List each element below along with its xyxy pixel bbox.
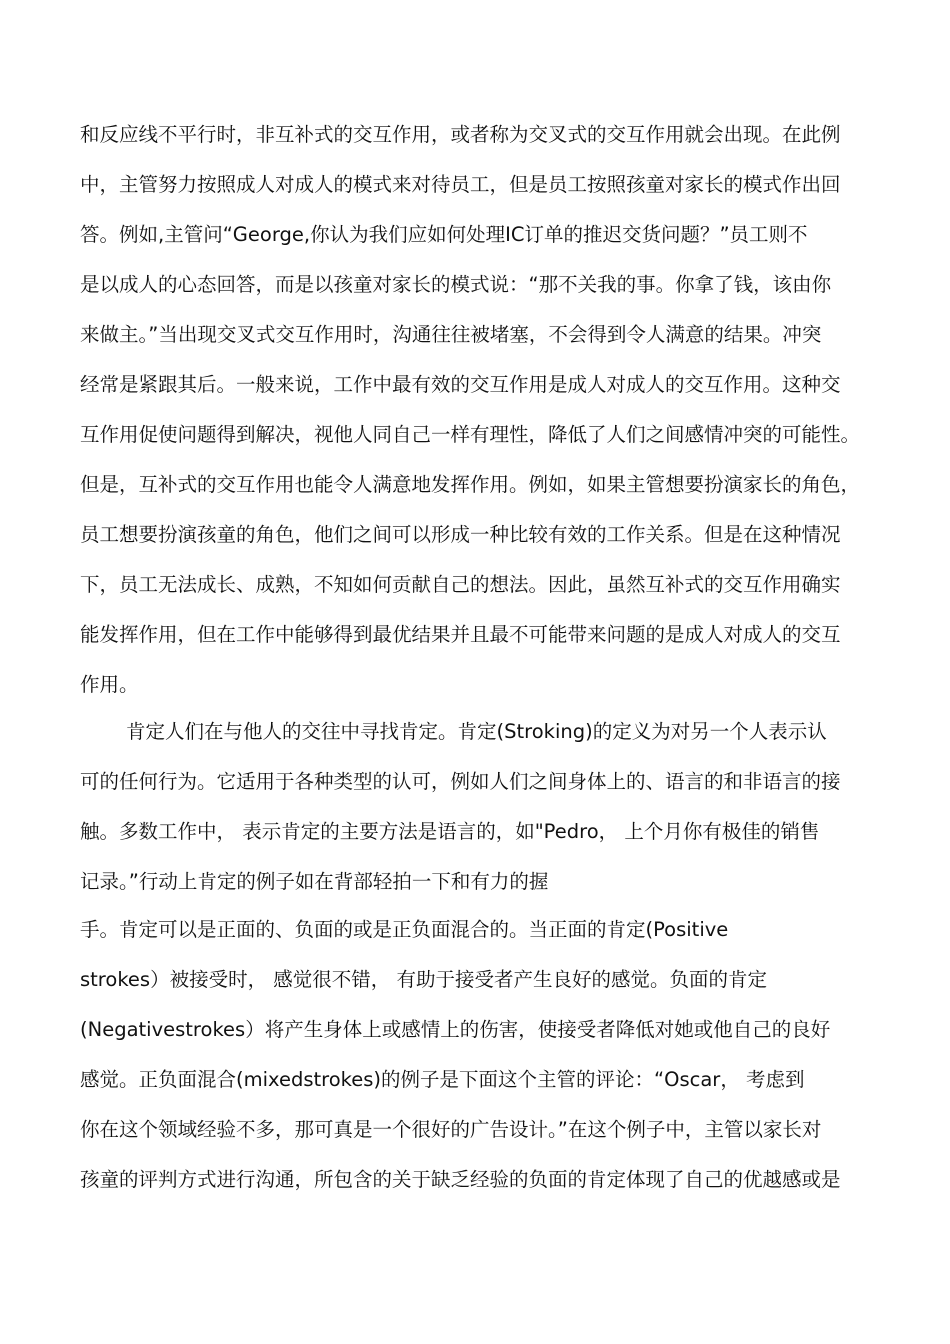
text-line: (Negativestrokes）将产生身体上或感情上的伤害，使接受者降低对她或他自己的良好 (80, 1018, 831, 1041)
text-line: 作用。 (80, 673, 139, 696)
text-line: 感觉。正负面混合(mixedstrokes)的例子是下面这个主管的评论：“Oscar， 考虑到 (80, 1068, 805, 1091)
text-line: 员工想要扮演孩童的角色，他们之间可以形成一种比较有效的工作关系。但是在这种情况 (80, 523, 841, 546)
paragraph-transactions (80, 122, 880, 702)
text-line: 答。例如,主管问“George,你认为我们应如何处理IC订单的推迟交货问题？”员工则不 (80, 223, 808, 246)
text-line: 中，主管努力按照成人对成人的模式来对待员工，但是员工按照孩童对家长的模式作出回 (80, 173, 841, 196)
text-line: 肯定人们在与他人的交往中寻找肯定。肯定(Stroking)的定义为对另一个人表示认 (126, 720, 827, 743)
text-line: 手。肯定可以是正面的、负面的或是正负面混合的。当正面的肯定(Positive (80, 918, 729, 941)
text-line: 孩童的评判方式进行沟通，所包含的关于缺乏经验的负面的肯定体现了自己的优越感或是 (80, 1168, 841, 1191)
text-line: 可的任何行为。它适用于各种类型的认可，例如人们之间身体上的、语言的和非语言的接 (80, 770, 841, 793)
text-line: 来做主。”当出现交叉式交互作用时，沟通往往被堵塞，不会得到令人满意的结果。冲突 (80, 323, 822, 346)
text-line: 下，员工无法成长、成熟，不知如何贡献自己的想法。因此，虽然互补式的交互作用确实 (80, 573, 841, 596)
text-line: 触。多数工作中， 表示肯定的主要方法是语言的，如"Pedro， 上个月你有极佳的销售 (80, 820, 820, 843)
text-line: 互作用促使问题得到解决，视他人同自己一样有理性，降低了人们之间感情冲突的可能性。 (80, 423, 861, 446)
text-line: 你在这个领域经验不多，那可真是一个很好的广告设计。”在这个例子中，主管以家长对 (80, 1118, 822, 1141)
text-line: 是以成人的心态回答，而是以孩童对家长的模式说：“那不关我的事。你拿了钱，该由你 (80, 273, 832, 296)
text-line: 和反应线不平行时，非互补式的交互作用，或者称为交叉式的交互作用就会出现。在此例 (80, 123, 841, 146)
text-line: 但是，互补式的交互作用也能令人满意地发挥作用。例如，如果主管想要扮演家长的角色， (80, 473, 861, 496)
text-line: 能发挥作用，但在工作中能够得到最优结果并且最不可能带来问题的是成人对成人的交互 (80, 623, 841, 646)
paragraph-stroke-types (80, 917, 880, 1197)
paragraph-stroking (80, 719, 880, 899)
text-line: 经常是紧跟其后。一般来说，工作中最有效的交互作用是成人对成人的交互作用。这种交 (80, 373, 841, 396)
text-line: strokes）被接受时， 感觉很不错， 有助于接受者产生良好的感觉。负面的肯定 (80, 968, 767, 991)
text-line: 记录。”行动上肯定的例子如在背部轻拍一下和有力的握 (80, 870, 549, 893)
